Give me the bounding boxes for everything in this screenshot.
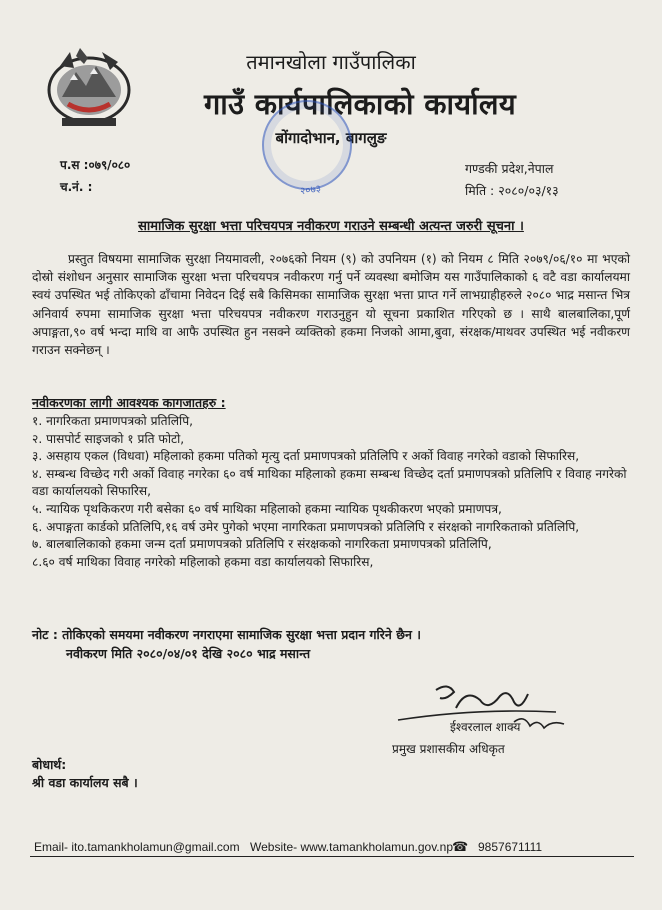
letter-date: मिति : २०८०/०३/१३: [465, 183, 559, 198]
footer-email: Email- ito.tamankholamun@gmail.com: [34, 840, 240, 854]
note-line: नोट : तोकिएको समयमा नवीकरण नगराएमा सामाजिक सुरक्षा भत्ता प्रदान गरिने छैन ।: [32, 627, 421, 642]
requirement-item: ७. बालबालिकाको हकमा जन्म दर्ता प्रमाणपत्रको प्रतिलिपि र संरक्षकको नागरिकता प्रमाणपत्रको प्रतिलिपि,: [32, 537, 492, 552]
footer-phone: 9857671111: [478, 840, 543, 854]
requirements-list: [32, 413, 630, 571]
requirement-item: १. नागरिकता प्रमाणपत्रको प्रतिलिपि,: [32, 414, 193, 428]
requirement-item: ४. सम्बन्ध विच्छेद गरी अर्को विवाह नगरेका ६० वर्ष माथिका महिलाको हकमा सम्बन्ध विच्छेद दर्ता प्रमाणपत्रको प्रतिलिपि र विवाह नगरेको वडा कार्यालयको सिफारिस,: [32, 466, 627, 499]
requirement-item: ६. अपाङ्गता कार्डको प्रतिलिपि,१६ वर्ष उमेर पुगेको भएमा नागरिकता प्रमाणपत्रको प्रतिलिपि र संरक्षको नागरिकताको प्रतिलिपि,: [32, 519, 580, 534]
province-line: गण्डकी प्रदेश,नेपाल: [465, 161, 554, 176]
cc-label: बोधार्थ:: [32, 757, 67, 772]
requirement-item: ३. असहाय एकल (विधवा) महिलाको हकमा पतिको मृत्यु दर्ता प्रमाणपत्रको प्रतिलिपि र अर्को विवाह नगरेको वडाको सिफारिस,: [32, 449, 580, 464]
stamp-number: २०७३: [299, 183, 322, 198]
requirement-item: ८.६० वर्ष माथिका विवाह नगरेको महिलाको हकमा वडा कार्यालयको सिफारिस,: [32, 554, 374, 569]
notice-body: प्रस्तुत विषयमा सामाजिक सुरक्षा नियमावली, २०७६को नियम (९) को उपनियम (१) को नियम ८ मिति २०७९/०६/१० मा भएको दोस्रो संशोधन अनुसार सामाजिक सुरक्षा भत्ता परिचयपत्र नवीकरण गर्नु पर्ने व्यवस्था बमोजिम यस गाउँपालिकाको ६ वटै वडा कार्यालयमा स्वयं उपस्थित भई तोकिएको ढाँचामा निवेदन दिई सबै किसिमका सामाजिक सुरक्षा भत्ता प्राप्त गर्ने लाभग्राहीहरुले २०८० भाद्र मसान्त भित्र अनिवार्य रुपमा सामाजिक सुरक्षा भत्ता परिचयपत्र नवीकरण गराउनुहुन यो सूचना प्रकाशित गरिएको छ । साथै बालबालिका,पूर्ण अपाङ्गता,९० वर्ष भन्दा माथि वा आफै उपस्थित हुन नसक्ने व्यक्तिको हकमा निजको आमा,बुवा, संरक्षक/माथवर उपस्थित भई नवीकरण गराउन सक्नेछन् ।: [32, 252, 630, 358]
office-title: गाउँ कार्यपालिकाको कार्यालय: [203, 87, 517, 121]
notice-subject: [0, 216, 662, 234]
footer-divider: [30, 856, 634, 857]
footer-website: Website- www.tamankholamun.gov.np: [250, 840, 453, 854]
municipality-name: तमानखोला गाउँपालिका: [246, 50, 416, 74]
subject-text: सामाजिक सुरक्षा भत्ता परिचयपत्र नवीकरण गराउने सम्बन्धी अत्यन्त जरुरी सूचना ।: [138, 219, 524, 234]
dispatch-number: च.नं. :: [60, 180, 93, 194]
requirement-item: ५. न्यायिक पृथकिकरण गरी बसेका ६० वर्ष माथिका महिलाको हकमा न्यायिक पृथकीकरण भएको प्रमाणपत्र,: [32, 501, 502, 516]
requirements-heading: नवीकरणका लागी आवश्यक कागजातहरु :: [32, 395, 226, 410]
signatory-title: प्रमुख प्रशासकीय अधिकृत: [392, 742, 505, 756]
signatory-name: ईश्वरलाल शाक्य: [450, 720, 521, 734]
requirement-item: २. पासपोर्ट साइजको १ प्रति फोटो,: [32, 431, 185, 446]
telephone-icon: ☎: [452, 840, 469, 855]
cc-recipients: श्री वडा कार्यालय सबै ।: [32, 775, 138, 790]
reference-number: प.स :०७९/०८०: [60, 158, 131, 172]
office-address: बोंगादोभान, बागलुङ: [275, 129, 387, 147]
renewal-period-line: नवीकरण मिति २०८०/०४/०१ देखि २०८० भाद्र मसान्त: [66, 646, 311, 661]
